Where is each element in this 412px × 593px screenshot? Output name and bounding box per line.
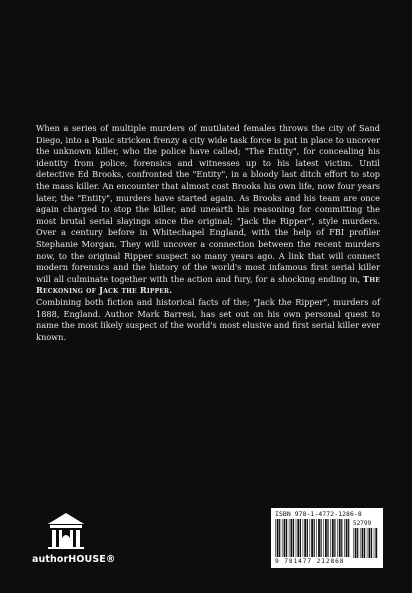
barcode-label	[271, 508, 383, 568]
price-code: 52799	[353, 520, 372, 527]
publisher-name: authorHOUSE®	[32, 554, 116, 565]
isbn-text: ISBN 978-1-4772-1286-8	[275, 510, 362, 518]
book-title: The Reckoning of Jack the Ripper.	[36, 273, 380, 296]
blurb-paragraph-2: Combining both fiction and historical facts of the; "Jack the Ripper", murders of 1888, England. Author Mark Barresi, has set out on his own personal quest to name the most likely suspect of the world's most elusive and first serial killer ever known.	[36, 296, 380, 342]
blurb-paragraph-1	[36, 123, 380, 297]
authorhouse-house-icon	[46, 512, 86, 550]
publisher-logo	[32, 512, 116, 570]
ean-digits: 9 781477 212868	[275, 558, 345, 565]
price-barcode	[353, 528, 379, 558]
ean-barcode	[275, 519, 353, 557]
back-cover-blurb	[36, 123, 380, 343]
blurb-paragraph-1-text: When a series of multiple murders of mutilated females throws the city of Sand Diego, into a Panic stricken frenzy a city wide task force is put in place to uncover the unknown killer, who the police have called; "The Entity", for concealing his identity from police, forensics and witnesses up to his latest victim. Until detective Ed Brooks, confronted the "Entity", in a bloody last ditch effort to stop the mass killer. An encounter that almost cost Brooks his own life, now four years later, the "Entity", murders have started again. As Brooks and his team are once again charged to stop the killer, and unearth his reasoning for committing the most brutal serial slayings since the original; "Jack the Ripper", style murders. Over a century before in Whitechapel England, with the help of FBI profiler Stephanie Morgan. They will uncover a connection between the recent murders now, to the original Ripper suspect so many years ago. A link that will connect modern forensics and the history of the world's most infamous first serial killer will all culminate together with the action and fury, for a shocking ending in,	[36, 123, 380, 284]
